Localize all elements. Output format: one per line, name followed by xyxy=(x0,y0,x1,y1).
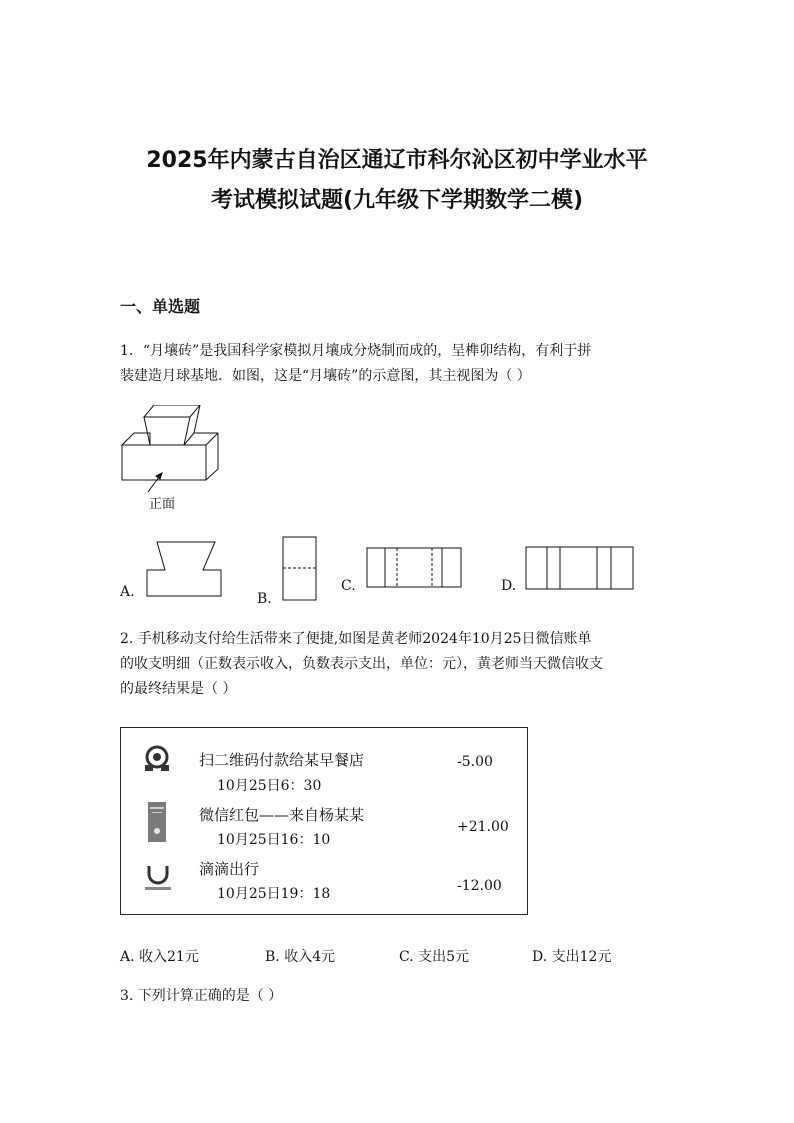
question-2-line-3: 的最终结果是（ ） xyxy=(120,681,237,697)
red-packet-icon xyxy=(147,801,167,843)
question-1-line-1: 1．“月壤砖”是我国科学家模拟月壤成分烧制而成的，呈榫卯结构，有利于拼 xyxy=(120,343,592,359)
wechat-bill-figure xyxy=(120,727,528,915)
option-c-label: C. xyxy=(341,578,356,594)
bill-record-title: 扫二维码付款给某早餐店 xyxy=(199,751,365,769)
question-1-line-2: 装建造月球基地．如图，这是“月壤砖”的示意图，其主视图为（ ） xyxy=(120,368,531,384)
document-title-line-1: 2025年内蒙古自治区通辽市科尔沁区初中学业水平 xyxy=(146,148,648,173)
bill-record-amount: +21.00 xyxy=(457,819,509,835)
choice-d: D. 支出12元 xyxy=(532,949,612,965)
option-d-label: D. xyxy=(501,578,517,594)
front-view-label: 正面 xyxy=(149,497,176,512)
option-a-label: A. xyxy=(120,584,135,600)
bill-record-time: 10月25日19：18 xyxy=(217,886,331,902)
option-d-figure xyxy=(525,546,635,590)
bank-logo-icon xyxy=(142,745,172,773)
bill-record-title: 滴滴出行 xyxy=(199,860,260,878)
option-b-label: B. xyxy=(257,591,272,607)
didi-logo-icon xyxy=(141,862,175,896)
option-b-figure xyxy=(282,536,318,602)
bill-record-time: 10月25日16：10 xyxy=(217,832,331,848)
choice-c: C. 支出5元 xyxy=(399,949,470,965)
bill-record-amount: -5.00 xyxy=(457,754,493,770)
bill-record-amount: -12.00 xyxy=(457,878,502,894)
option-a-figure xyxy=(145,540,223,598)
choice-b: B. 收入4元 xyxy=(265,949,336,965)
question-2-line-2: 的收支明细（正数表示收入，负数表示支出，单位：元），黄老师当天微信收支 xyxy=(120,656,603,672)
document-title-line-2: 考试模拟试题(九年级下学期数学二模) xyxy=(210,188,584,213)
option-c-figure xyxy=(366,547,462,589)
bill-record-time: 10月25日6：30 xyxy=(217,778,322,794)
question-2-line-1: 2. 手机移动支付给生活带来了便捷,如图是黄老师2024年10月25日微信账单 xyxy=(120,631,592,647)
section-heading: 一、单选题 xyxy=(120,297,201,316)
choice-a: A. 收入21元 xyxy=(120,949,199,965)
bill-record-title: 微信红包——来自杨某某 xyxy=(199,806,365,824)
question-3-line-1: 3. 下列计算正确的是（ ） xyxy=(120,988,283,1004)
